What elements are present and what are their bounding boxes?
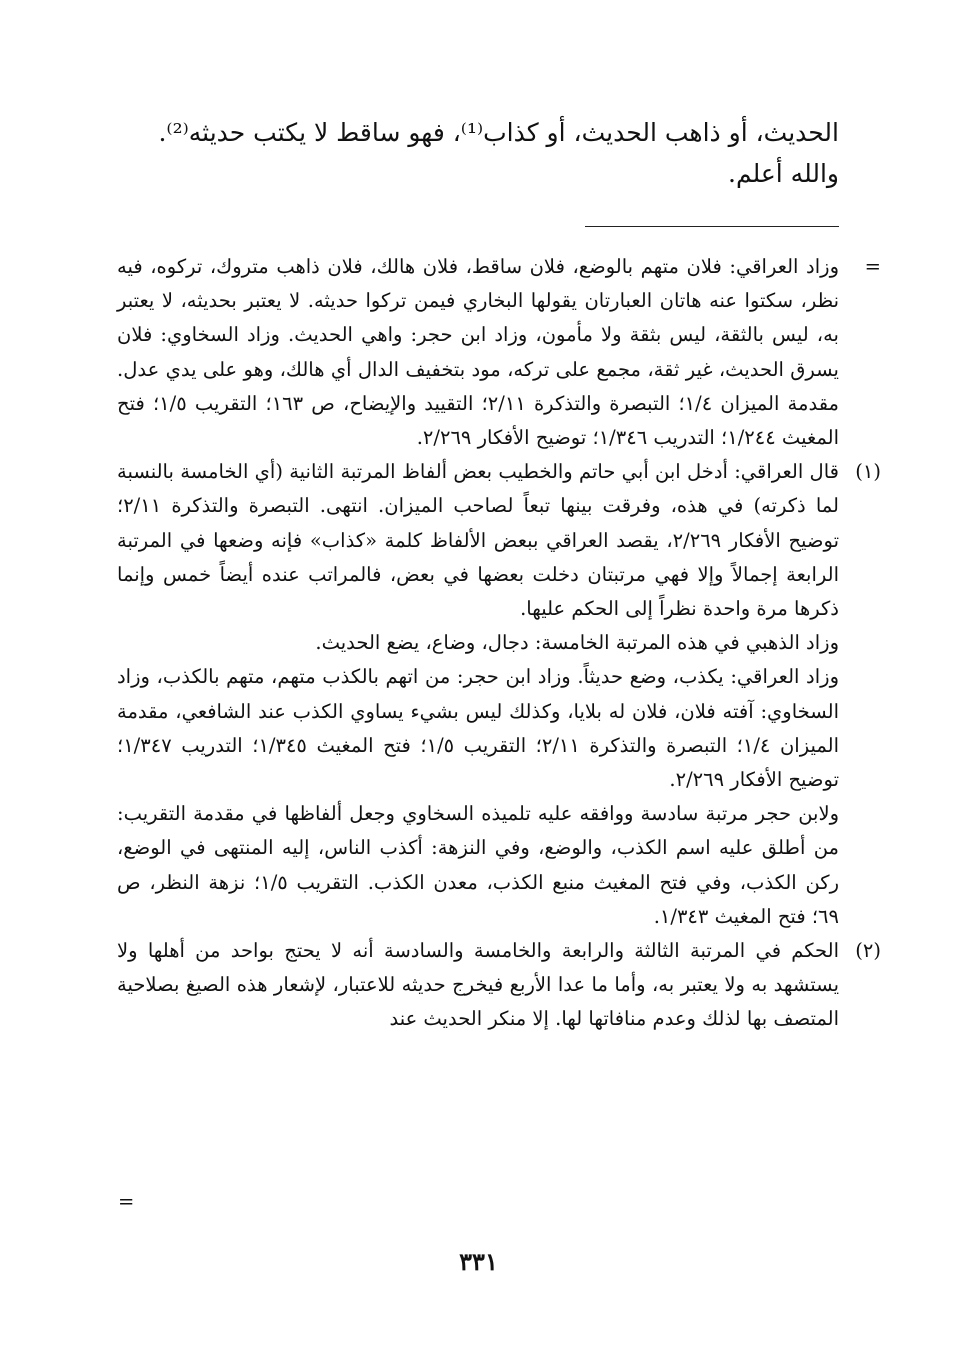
footnotes xyxy=(117,250,881,1037)
main-text-line: والله أعلم. xyxy=(728,159,839,188)
footnote-continued xyxy=(117,250,881,455)
footnote-paragraph: الحكم في المرتبة الثالثة والرابعة والخامسة والسادسة أنه لا يحتج بواحد من أهلها ولا يستشهد به ولا يعتبر به، وأما ما عدا الأربع فيخرج حديثه للاعتبار، لإشعار هذه الصيغ بصلاحية المتصف بها لذلك وعدم منافاتها لها. إلا منكر الحديث عند xyxy=(117,939,839,1031)
footnote-paragraph: قال العراقي: أدخل ابن أبي حاتم والخطيب بعض ألفاظ المرتبة الثانية (أي الخامسة بالنسبة لما ذكرته) في هذه، وفرقت بينها تبعاً لصاحب الميزان. انتهى. التبصرة والتذكرة ٢/١١؛ توضيح الأفكار ٢/٢٦٩، يقصد العراقي ببعض الألفاظ كلمة «كذاب» فإنه وضعها في المرتبة الرابعة إجمالاً وإلا فهي مرتبتان دخلت بعضها في بعض، فالمراتب عنده أيضاً خمس وإنما ذكرها مرة واحدة نظراً إلى الحكم عليها. xyxy=(117,460,839,621)
footnote-separator xyxy=(585,226,839,227)
footnote-marker: (٢) xyxy=(855,939,881,963)
footnote-paragraph: ولابن حجر مرتبة سادسة ووافقه عليه تلميذه السخاوي وجعل ألفاظها في مقدمة التقريب: من أطلق عليه اسم الكذب، والوضع، وفي النزهة: أكذب الناس، إليه المنتهى في الوضع، ركن الكذب، وفي فتح المغيث منبع الكذب، معدن الكذب. التقريب ١/٥؛ نزهة النظر، ص ٦٩؛ فتح المغيث ١/٣٤٣. xyxy=(117,802,839,928)
footnote-2 xyxy=(117,934,881,1037)
footnote-paragraph: وزاد العراقي: يكذب، وضع حديثاً. وزاد ابن حجر: من اتهم بالكذب متهم، متهم بالكذب، وزاد السخاوي: آفته فلان، فلان له بلايا، وكذلك ليس بشيء يساوي الكذب عند الشافعي، مقدمة الميزان ١/٤؛ التبصرة والتذكرة ٢/١١؛ التقريب ١/٥؛ فتح المغيث ١/٣٤٥؛ التدريب ١/٣٤٧؛ توضيح الأفكار ٢/٢٦٩. xyxy=(117,665,839,792)
main-text-line: الحديث، أو ذاهب الحديث، أو كذاب⁽¹⁾، فهو ساقط لا يكتب حديثه⁽²⁾. xyxy=(158,118,839,147)
footnote-marker: = xyxy=(864,255,881,278)
main-text xyxy=(119,112,839,194)
footnote-paragraph: وزاد العراقي: فلان متهم بالوضع، فلان ساقط، فلان هالك، فلان ذاهب متروك، تركوه، فيه نظر، سكتوا عنه هاتان العبارتان يقولها البخاري فيمن تركوا حديثه. لا يعتبر بحديثه، لا يعتبر به، ليس بالثقة، ليس بثقة ولا مأمون، وزاد ابن حجر: واهي الحديث. وزاد السخاوي: فلان يسرق الحديث، غير ثقة، مجمع على تركه، مود بتخفيف الدال أي هالك، وهو على يدي عدل. مقدمة الميزان ١/٤؛ التبصرة والتذكرة ٢/١١؛ التقييد والإيضاح، ص ١٦٣؛ التقريب ١/٥؛ فتح المغيث ١/٢٤٤؛ التدريب ١/٣٤٦؛ توضيح الأفكار ٢/٢٦٩. xyxy=(117,255,839,450)
footnote-1 xyxy=(117,455,881,934)
footnote-marker: (١) xyxy=(855,460,881,484)
continuation-mark: = xyxy=(118,1190,135,1213)
footnote-paragraph: وزاد الذهبي في هذه المرتبة الخامسة: دجال، وضاع، يضع الحديث. xyxy=(315,631,839,655)
page-number: ٣٣١ xyxy=(459,1247,498,1276)
